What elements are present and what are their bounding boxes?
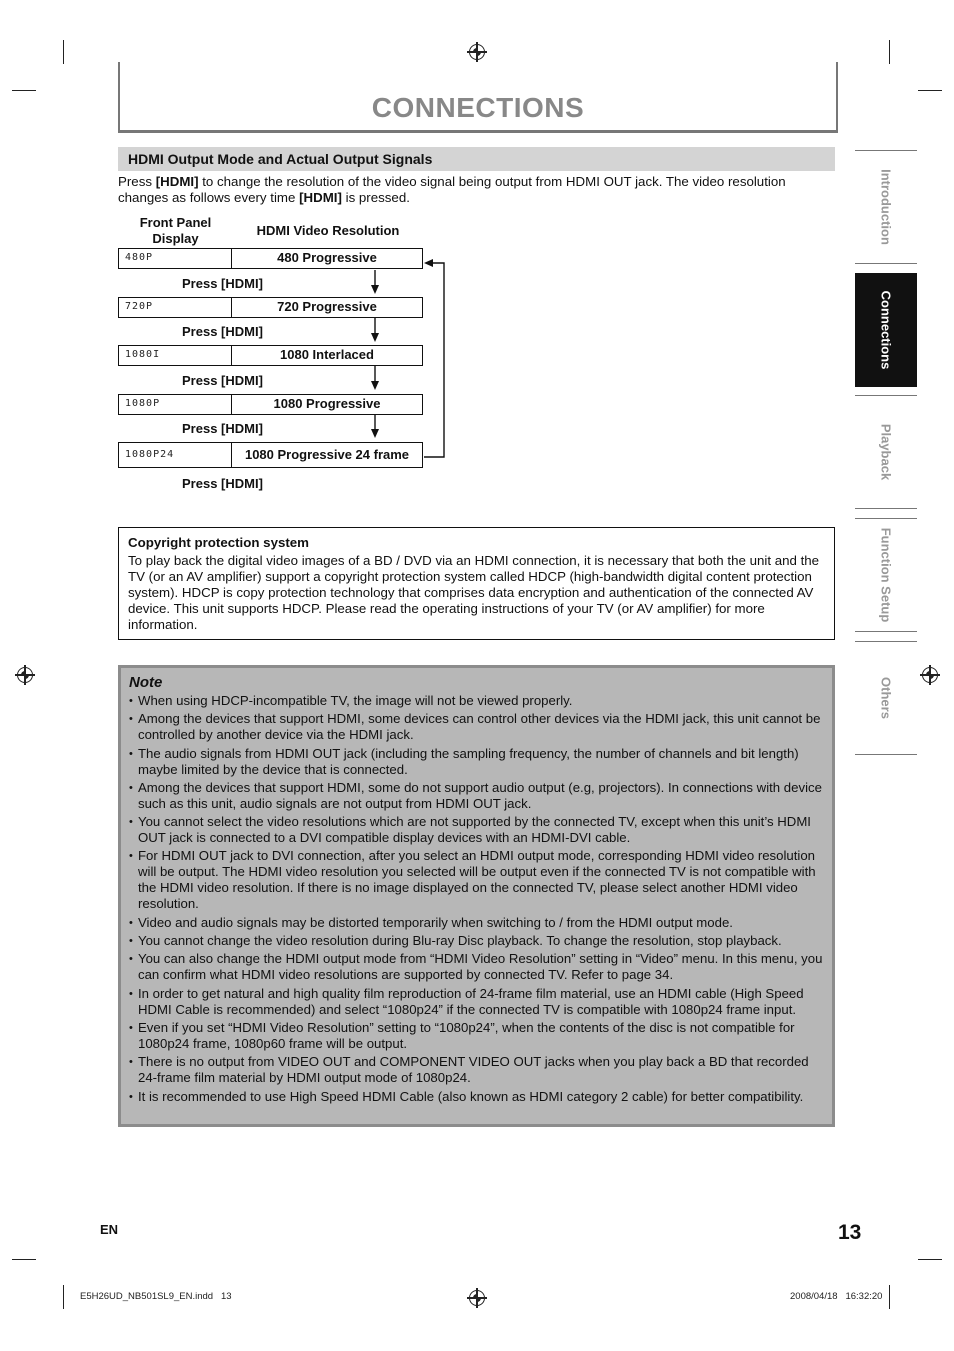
copyright-box <box>118 527 835 640</box>
list-item: • In order to get natural and high quality film reproduction of 24-frame film material, use an HDMI cable (High Speed HDMI Cable is recommended) and select “1080p24” if the connected TV is compatible with 1080p24 frame input. <box>129 986 824 1018</box>
list-item: • There is no output from VIDEO OUT and COMPONENT VIDEO OUT jacks when you play back a BD that recorded 24-frame film material by HDMI output mode of 1080p24. <box>129 1054 824 1086</box>
crop-mark <box>918 90 942 91</box>
title-frame <box>118 62 838 133</box>
press-label: Press [HDMI] <box>182 276 263 291</box>
list-item: • It is recommended to use High Speed HDMI Cable (also known as HDMI category 2 cable) for better compatibility. <box>129 1089 824 1105</box>
list-item: • Video and audio signals may be distorted temporarily when switching to / from the HDMI output mode. <box>129 915 824 931</box>
intro-paragraph: Press [HDMI] to change the resolution of the video signal being output from HDMI OUT jack. The video resolution changes as follows every time [HDMI] is pressed. <box>118 174 786 205</box>
col-header-resolution: HDMI Video Resolution <box>256 223 400 238</box>
list-item: • For HDMI OUT jack to DVI connection, after you select an HDMI output mode, corresponding HDMI video resolution will be output. The HDMI video resolution you selected will be output even if the connected TV is not compatible with the HDMI video resolution. If there is no image displayed on the connected TV, please select another HDMI video resolution. <box>129 848 824 912</box>
page-number: 13 <box>838 1221 862 1244</box>
list-item: • Even if you set “HDMI Video Resolution” setting to “1080p24”, when the contents of the disc is not compatible for 1080p24 frame, 1080p60 frame will be output. <box>129 1020 824 1052</box>
note-title: Note <box>129 674 163 691</box>
registration-mark-icon <box>469 44 485 60</box>
cycle-arrows <box>360 255 450 465</box>
tab-introduction[interactable]: Introduction <box>855 150 917 264</box>
panel-display: 1080P24 <box>119 443 232 467</box>
press-label: Press [HDMI] <box>182 373 263 388</box>
section-heading: HDMI Output Mode and Actual Output Signals <box>118 147 835 171</box>
registration-mark-icon <box>922 667 938 683</box>
resolution-value: 1080 Progressive 24 frame <box>244 447 410 462</box>
crop-mark <box>12 90 36 91</box>
footer-file: E5H26UD_NB501SL9_EN.indd 13 <box>80 1291 232 1302</box>
press-label: Press [HDMI] <box>182 324 263 339</box>
resolution-value: 480 Progressive <box>277 250 377 265</box>
crop-mark <box>889 1285 890 1309</box>
tab-connections[interactable]: Connections <box>855 273 917 387</box>
copyright-title: Copyright protection system <box>128 535 310 550</box>
footer-timestamp: 2008/04/18 16:32:20 <box>790 1291 883 1302</box>
registration-mark-icon <box>17 667 33 683</box>
list-item: • Among the devices that support HDMI, some devices can control other devices via the HDMI jack, this unit cannot be controlled by another device via the HDMI jack. <box>129 711 824 743</box>
resolution-value: 1080 Interlaced <box>280 347 374 362</box>
crop-mark <box>889 40 890 64</box>
list-item: • You cannot select the video resolutions which are not supported by the connected TV, except when this unit’s HDMI OUT jack is connected to a DVI compatible display devices with an HDMI-DVI cable. <box>129 814 824 846</box>
list-item: • Among the devices that support HDMI, some do not support audio output (e.g, projectors). In connections with device such as this unit, audio signals are not output from HDMI OUT jack. <box>129 780 824 812</box>
resolution-value: 1080 Progressive <box>273 396 381 411</box>
note-box <box>118 665 835 1127</box>
press-label: Press [HDMI] <box>182 476 263 491</box>
page-title: CONNECTIONS <box>371 92 585 123</box>
list-item: • The audio signals from HDMI OUT jack (including the sampling frequency, the number of channels and bit length) maybe limited by the device that is connected. <box>129 746 824 778</box>
tab-function-setup[interactable]: Function Setup <box>855 518 917 632</box>
copyright-text: To play back the digital video images of a BD / DVD via an HDMI connection, it is necessary that both the unit and the TV (or an AV amplifier) support a copyright protection system called HDCP (high-bandwidth digital content protection system). HDCP is copy protection technology that comprises data encryption and authentication of the connected AV device. This unit supports HDCP. Please read the operating instructions of your TV (or AV amplifier) for more information. <box>128 553 820 632</box>
press-label: Press [HDMI] <box>182 421 263 436</box>
resolution-value: 720 Progressive <box>277 299 377 314</box>
panel-display: 1080I <box>119 346 232 365</box>
crop-mark <box>63 1285 64 1309</box>
list-item: • You cannot change the video resolution during Blu-ray Disc playback. To change the resolution, stop playback. <box>129 933 824 949</box>
panel-display: 720P <box>119 298 232 317</box>
note-list <box>129 693 824 1105</box>
crop-mark <box>12 1259 36 1260</box>
list-item: • You can also change the HDMI output mode from “HDMI Video Resolution” setting in “Video” menu. In this menu, you can confirm what HDMI video resolutions are supported by connected TV. Refer to page 34. <box>129 951 824 983</box>
panel-display: 1080P <box>119 395 232 414</box>
col-header-front-panel: Front Panel Display <box>139 215 212 246</box>
crop-mark <box>63 40 64 64</box>
language-code: EN <box>100 1222 119 1237</box>
crop-mark <box>918 1259 942 1260</box>
registration-mark-icon <box>469 1290 485 1306</box>
tab-playback[interactable]: Playback <box>855 395 917 509</box>
panel-display: 480P <box>119 249 232 268</box>
tab-others[interactable]: Others <box>855 641 917 755</box>
list-item: • When using HDCP-incompatible TV, the image will not be viewed properly. <box>129 693 824 709</box>
